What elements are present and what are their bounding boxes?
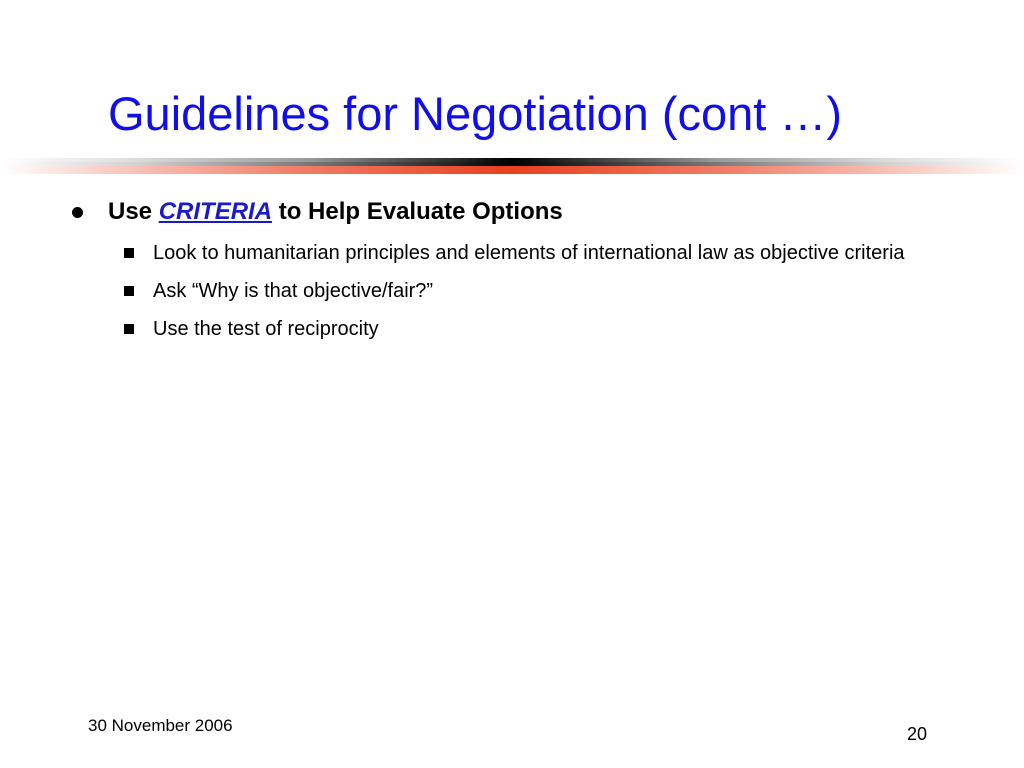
square-bullet-icon xyxy=(124,248,134,258)
sub-bullet-item xyxy=(124,314,944,344)
main-bullet-text xyxy=(108,196,563,228)
main-bullet-prefix: Use xyxy=(108,198,159,225)
square-bullet-icon xyxy=(124,324,134,334)
page-number: 20 xyxy=(907,724,928,744)
criteria-emphasis: CRITERIA xyxy=(158,198,273,225)
sub-bullet-item xyxy=(124,238,944,268)
sub-bullet-text: Use the test of reciprocity xyxy=(153,318,379,340)
sub-bullet-item xyxy=(124,276,944,306)
sub-bullet-text: Ask “Why is that objective/fair?” xyxy=(153,280,434,302)
main-bullet xyxy=(72,196,563,228)
title-divider-red xyxy=(0,166,1024,174)
footer-date: 30 November 2006 xyxy=(88,716,233,735)
main-bullet-suffix: to Help Evaluate Options xyxy=(272,198,563,225)
square-bullet-icon xyxy=(124,286,134,296)
sub-bullet-list xyxy=(124,238,944,352)
slide-title: Guidelines for Negotiation (cont …) xyxy=(108,87,843,140)
sub-bullet-text: Look to humanitarian principles and elements of international law as objective criteria xyxy=(153,242,905,264)
round-bullet-icon xyxy=(72,207,83,218)
